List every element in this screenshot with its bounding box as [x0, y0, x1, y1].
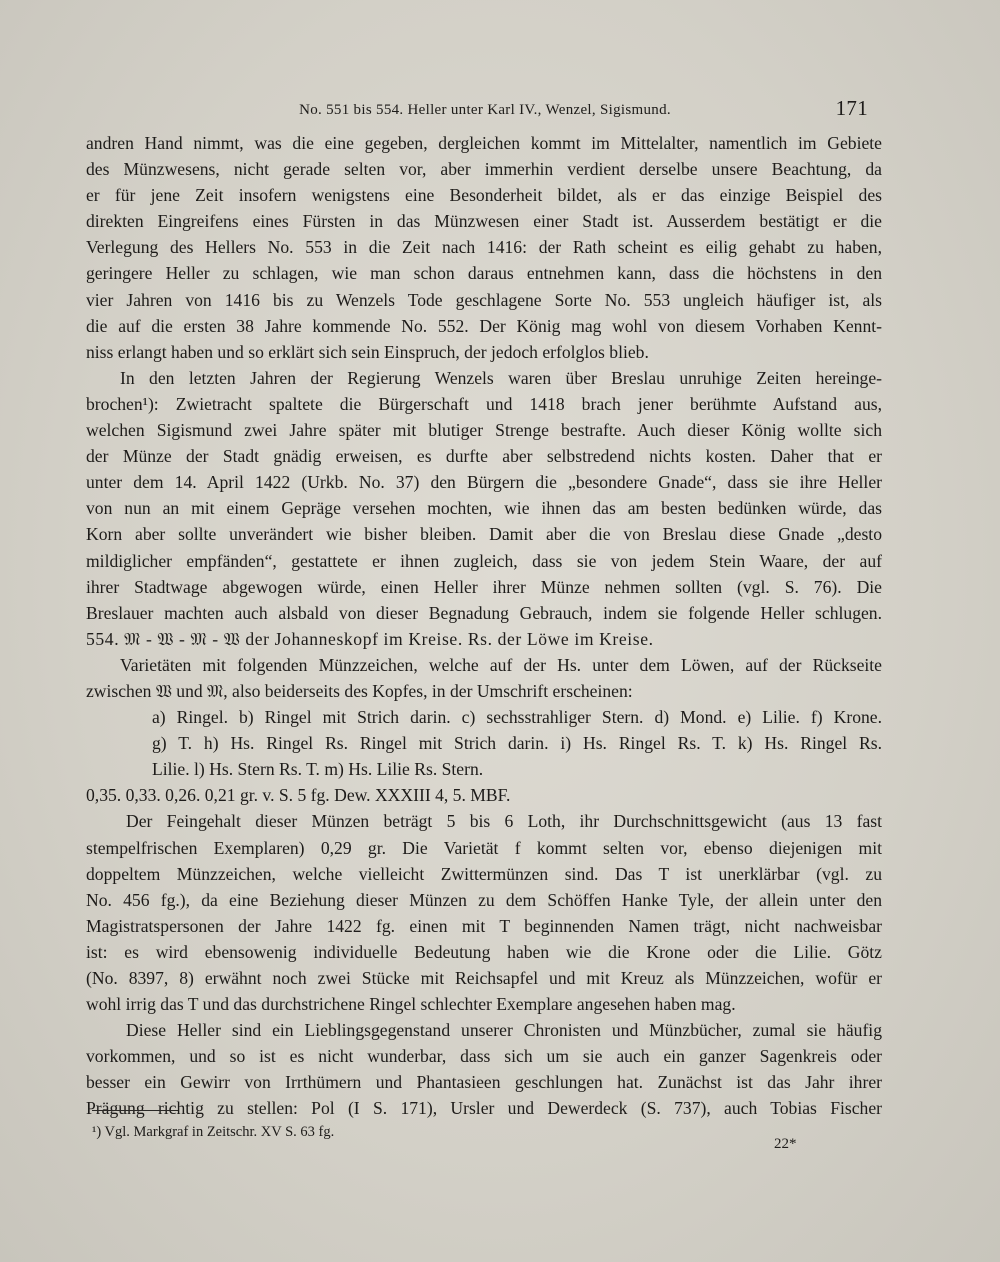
variety-line: a) Ringel. b) Ringel mit Strich darin. c) sechsstrahliger Stern. d) Mond. e) Lilie. f) Krone.: [152, 707, 882, 728]
variety-line: g) T. h) Hs. Ringel Rs. Ringel mit Strich darin. i) Hs. Ringel Rs. T. k) Hs. Ringel Rs.: [152, 733, 882, 754]
text-line: Diese Heller sind ein Lieblingsgegenstand unserer Chronisten und Münzbücher, zumal sie häufig: [126, 1020, 882, 1041]
text-line: er für jene Zeit insofern wenigstens eine Besonderheit bildet, als er das einzige Beispiel des: [86, 185, 882, 206]
text-line: wohl irrig das T und das durchstrichene Ringel schlechter Exemplare angesehen haben mag.: [86, 994, 736, 1015]
footnote: ¹) Vgl. Markgraf in Zeitschr. XV S. 63 fg.: [92, 1124, 335, 1140]
text-line: Breslauer machten auch alsbald von dieser Begnadung Gebrauch, indem sie folgende Heller schlugen.: [86, 602, 882, 623]
text-line: Magistratspersonen der Jahre 1422 fg. einen mit T beginnenden Namen trägt, nicht nachweisbar: [86, 915, 882, 936]
text-line: mildiglicher empfänden“, gestattete er ihnen zugleich, dass sie von jedem Stein Waare, der auf: [86, 550, 882, 571]
text-line: Der Feingehalt dieser Münzen beträgt 5 bis 6 Loth, ihr Durchschnittsgewicht (aus 13 fast: [126, 811, 882, 832]
signature-mark: 22*: [774, 1136, 797, 1152]
text-line: stempelfrischen Exemplaren) 0,29 gr. Die Varietät f kommt selten vor, ebenso diejenigen mit: [86, 837, 882, 858]
text-line: doppeltem Münzzeichen, welche vielleicht Zwittermünzen sind. Das T ist unerklärbar (vgl. zu: [86, 863, 882, 884]
text-line: vorkommen, und so ist es nicht wunderbar, dass sich um sie auch ein ganzer Sagenkreis oder: [86, 1046, 882, 1067]
text-line: ist: es wird ebensowenig individuelle Bedeutung haben wie die Krone oder die Lilie. Götz: [86, 941, 882, 962]
text-line: des Münzwesens, nicht gerade selten vor, aber immerhin verdient derselbe unsere Beachtung, da: [86, 159, 882, 180]
text-line: geringere Heller zu schlagen, wie man schon daraus entnehmen kann, dass die höchstens in den: [86, 263, 882, 284]
text-line: Verlegung des Hellers No. 553 in die Zeit nach 1416: der Rath scheint es eilig gehabt zu haben,: [86, 237, 882, 258]
text-line: Prägung richtig zu stellen: Pol (I S. 171), Ursler und Dewerdeck (S. 737), auch Tobias Fischer: [86, 1098, 882, 1119]
text-line: No. 456 fg.), da eine Beziehung dieser Münzen zu dem Schöffen Hanke Tyle, der allein unter den: [86, 889, 882, 910]
text-line: Korn aber sollte unverändert wie bisher bleiben. Damit aber die von Breslau diese Gnade „desto: [86, 524, 882, 545]
text-line: der Münze der Stadt gnädig erweisen, es durfte aber selbstredend nichts kosten. Daher that er: [86, 446, 882, 467]
text-line: zwischen 𝔚 und 𝔐, also beiderseits des Kopfes, in der Umschrift erscheinen:: [86, 680, 633, 701]
variety-line: Lilie. l) Hs. Stern Rs. T. m) Hs. Lilie Rs. Stern.: [152, 759, 484, 780]
running-head: [90, 96, 880, 124]
text-line: ihrer Stadtwage abgewogen würde, einen Heller ihrer Münze nehmen sollten (vgl. S. 76). Die: [86, 576, 882, 597]
coin-entry-554: 554. 𝔐 - 𝔚 - 𝔐 - 𝔚 der Johanneskopf im Kreise. Rs. der Löwe im Kreise.: [86, 628, 654, 649]
text-line: besser ein Gewirr von Irrthümern und Phantasieen geschlungen hat. Zunächst ist das Jahr ihrer: [86, 1072, 882, 1093]
text-line: Varietäten mit folgenden Münzzeichen, welche auf der Hs. unter dem Löwen, auf der Rückseite: [120, 654, 882, 675]
text-line: unter dem 14. April 1422 (Urkb. No. 37) den Bürgern die „besondere Gnade“, dass sie ihre Heller: [86, 472, 882, 493]
text-line: (No. 8397, 8) erwähnt noch zwei Stücke mit Reichsapfel und mit Kreuz als Münzzeichen, wofür er: [86, 968, 882, 988]
text-line: von nun an mit einem Gepräge versehen mochten, wie ihnen das am besten bedünken würde, das: [86, 498, 882, 519]
text-line: direkten Eingreifens eines Fürsten in das Münzwesen einer Stadt ist. Ausserdem bestätigt er die: [86, 211, 882, 232]
text-line: In den letzten Jahren der Regierung Wenzels waren über Breslau unruhige Zeiten hereinge-: [120, 367, 882, 388]
text-line: vier Jahren von 1416 bis zu Wenzels Tode geschlagene Sorte No. 553 ungleich häufiger ist, als: [86, 289, 882, 310]
text-line: andren Hand nimmt, was die eine gegeben, dergleichen kommt im Mittelalter, namentlich im Gebiete: [86, 133, 882, 153]
weights-line: 0,35. 0,33. 0,26. 0,21 gr. v. S. 5 fg. Dew. XXXIII 4, 5. MBF.: [86, 785, 511, 806]
footnote-divider: [92, 1110, 178, 1111]
text-line: brochen¹): Zwietracht spaltete die Bürgerschaft und 1418 brach jener berühmte Aufstand aus,: [86, 393, 882, 414]
body-text: [86, 130, 882, 1122]
page-number: 171: [835, 96, 868, 120]
text-line: die auf die ersten 38 Jahre kommende No. 552. Der König mag wohl von diesem Vorhaben Kennt-: [86, 315, 882, 336]
text-line: niss erlangt haben und so erklärt sich sein Einspruch, der jedoch erfolglos blieb.: [86, 341, 649, 362]
text-line: welchen Sigismund zwei Jahre später mit blutiger Strenge bestrafte. Auch dieser König wollte sich: [86, 420, 882, 441]
running-title: No. 551 bis 554. Heller unter Karl IV., Wenzel, Sigismund.: [299, 102, 671, 118]
